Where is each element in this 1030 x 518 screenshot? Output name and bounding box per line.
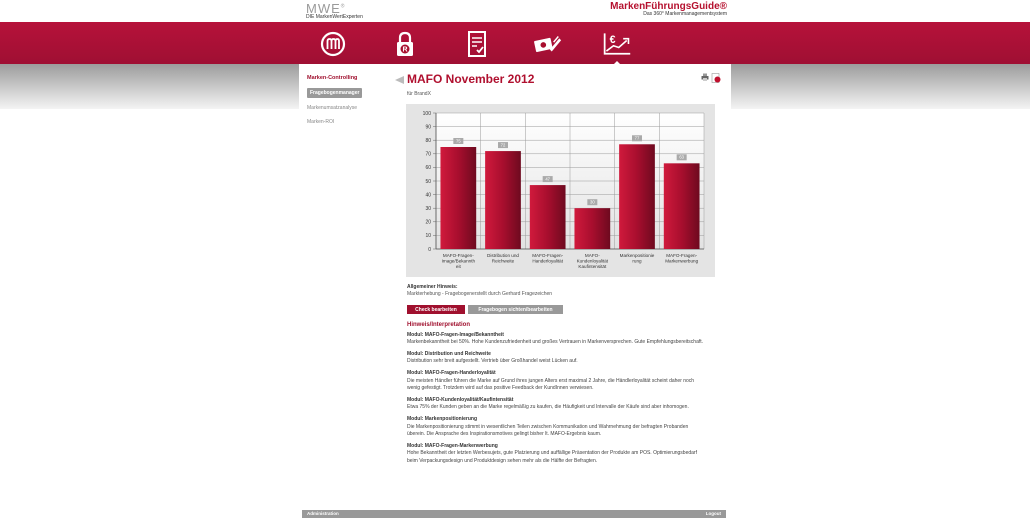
questionnaire-view-edit-button[interactable]: Fragebogen sichten/bearbeiten	[468, 305, 563, 314]
module-block	[407, 416, 707, 439]
money-icon	[533, 30, 563, 58]
print-icon[interactable]	[701, 73, 709, 81]
module-title: Modul: Markenpositionierung	[407, 415, 477, 422]
x-tick-label: Reichweite	[491, 258, 515, 264]
brand-m-icon	[319, 30, 347, 58]
y-tick-label: 50	[425, 178, 431, 185]
print-actions	[701, 73, 721, 83]
y-tick-label: 70	[425, 151, 431, 158]
module-text: Die meisten Händler führen die Marke auf Grund ihres jungen Alters erst maximal 2 Jahre, die Händlerloyalität scheint daher noch wenig gefestigt. Trotzdem wird auf das positive Feedback der KundInnen verwiesen.	[407, 377, 695, 392]
brand-label	[610, 1, 727, 17]
bar-value-label: 63	[679, 154, 685, 160]
module-text: Hohe Bekanntheit der letzten Werbesujets, gute Platzierung und auffällige Präsentation der Produkte am POS. Optimierungsbedarf beim Verpackungsdesign und Produktdesign sehen mehr als die Hälfte der Befragten.	[407, 450, 697, 464]
top-bar	[0, 0, 1030, 22]
bar-value-label: 72	[500, 142, 506, 148]
y-tick-label: 100	[422, 110, 431, 117]
module-title: Modul: MAFO-Kundenloyalität/Kaufintensität	[407, 396, 514, 403]
page-subtitle: für BrandX	[407, 91, 431, 97]
sidebar-item-fragebogenmanager[interactable]: Fragebogenmanager	[307, 88, 362, 98]
page-title: MAFO November 2012	[407, 72, 535, 86]
module-block	[407, 332, 707, 347]
brand-subtitle: Das 360° Markenmanagementsystem	[643, 11, 727, 17]
nav-brand-m-icon[interactable]	[318, 30, 348, 58]
active-nav-marker	[612, 61, 622, 66]
svg-text:€: €	[609, 34, 616, 47]
x-tick-label: MAFO-Fragen-	[442, 253, 474, 258]
bar-value-label: 30	[589, 199, 595, 205]
chart-bar	[574, 208, 610, 249]
main-nav-band	[0, 22, 1030, 64]
module-block	[407, 397, 707, 412]
module-block	[407, 443, 707, 466]
x-tick-label: Distribution und	[487, 253, 519, 258]
x-tick-label: MAFO-Fragen-	[666, 253, 698, 258]
sidebar	[307, 75, 387, 133]
administration-link[interactable]: Administration	[307, 511, 339, 516]
x-tick-label: eit	[455, 263, 461, 269]
euro-chart-icon	[602, 30, 632, 58]
bar-value-label: 47	[545, 176, 551, 182]
chart-bar	[619, 144, 655, 249]
logo-subtitle: DIE MarkenWertExperten	[306, 14, 363, 20]
x-tick-label: Image/Bekannth	[441, 258, 476, 264]
nav-checklist-icon[interactable]	[462, 30, 492, 58]
interpretation-section	[407, 322, 707, 470]
hint-heading: Allgemeiner Hinweis:	[407, 284, 458, 290]
sidebar-item-marken-roi[interactable]: Marken-ROI	[307, 119, 335, 125]
y-tick-label: 60	[425, 165, 431, 172]
module-text: Etwa 75% der Kunden geben an die Marke regelmäßig zu kaufen, die Häufigkeit und Intervalle der Käufe sind aber inhomogen.	[407, 404, 689, 411]
x-tick-label: Handerloyalität	[532, 258, 563, 264]
bar-value-label: 77	[634, 135, 640, 141]
chart-bar	[440, 147, 476, 249]
nav-registered-lock-icon[interactable]	[390, 30, 420, 58]
module-text: Distribution sehr breit aufgestellt. Vertrieb über Großhandel weist Lücken auf.	[407, 358, 578, 365]
x-tick-label: rung	[632, 258, 642, 264]
x-tick-label: MAFO-Fragen-	[532, 253, 564, 258]
check-edit-button[interactable]: Check bearbeiten	[407, 305, 465, 314]
chart-bar	[530, 185, 566, 249]
module-title: Modul: Distribution und Reichweite	[407, 350, 491, 357]
x-tick-label: Markenwerbung	[665, 258, 699, 264]
interpretation-heading: Hinweis/Interpretation	[407, 322, 471, 328]
bar-chart	[406, 104, 715, 277]
nav-money-icon[interactable]	[533, 30, 563, 58]
logo-text: MWE®	[306, 1, 346, 16]
chart-bar	[664, 163, 700, 249]
module-text: Die Markenpositionierung stimmt in wesentlichen Teilen zwischen Kommunikation und Wahrnehmung der befragten Probanden überein. Die Ansprache des Inspirationsmotives gelingt bisher lt. MAFO-Ergebnis kaum.	[407, 423, 689, 438]
svg-text:R: R	[402, 46, 408, 54]
y-tick-label: 10	[425, 233, 431, 240]
sidebar-item-markenumsatzanalyse[interactable]: Markenumsatzanalyse	[307, 105, 358, 111]
footer-bar	[302, 510, 726, 518]
mwe-logo[interactable]	[306, 1, 363, 20]
y-tick-label: 20	[425, 219, 431, 226]
y-tick-label: 30	[425, 206, 431, 212]
chart-bar	[485, 151, 521, 249]
registered-lock-icon	[391, 30, 419, 58]
module-title: Modul: MAFO-Fragen-Image/Bekanntheit	[407, 331, 504, 338]
back-arrow-icon[interactable]	[395, 76, 404, 84]
x-tick-label: Markenpositionie	[619, 253, 655, 258]
module-title: Modul: MAFO-Fragen-Markenwerbung	[407, 442, 498, 449]
module-text: Markenbekanntheit bei 50%. Hohe Kundenzufriedenheit und großes Vertrauen in Markenversprechen. Gute Empfehlungsbereitschaft.	[407, 339, 704, 346]
chart-panel	[406, 104, 715, 277]
pdf-icon[interactable]	[711, 73, 721, 83]
y-tick-label: 40	[425, 192, 431, 199]
x-tick-label: MAFO-	[584, 253, 600, 258]
y-tick-label: 90	[425, 124, 431, 131]
hint-text: Markterhebung - Fragebogenerstellt durch Gerhard Fragezeichen	[407, 291, 553, 297]
nav-euro-chart-icon[interactable]	[602, 30, 632, 58]
y-tick-label: 80	[425, 138, 431, 144]
checklist-icon	[463, 30, 491, 58]
x-tick-label: Kundenloyalität	[576, 258, 609, 264]
x-tick-label: Kaufintensität	[578, 263, 607, 269]
y-tick-label: 0	[428, 246, 431, 253]
module-block	[407, 370, 707, 393]
sidebar-heading[interactable]: Marken-Controlling	[307, 75, 358, 81]
module-title: Modul: MAFO-Fragen-Handerloyalität	[407, 369, 496, 376]
module-block	[407, 351, 707, 366]
logout-link[interactable]: Logout	[705, 511, 721, 516]
brand-title: MarkenFührungsGuide®	[610, 1, 727, 12]
bar-value-label: 75	[455, 138, 461, 144]
